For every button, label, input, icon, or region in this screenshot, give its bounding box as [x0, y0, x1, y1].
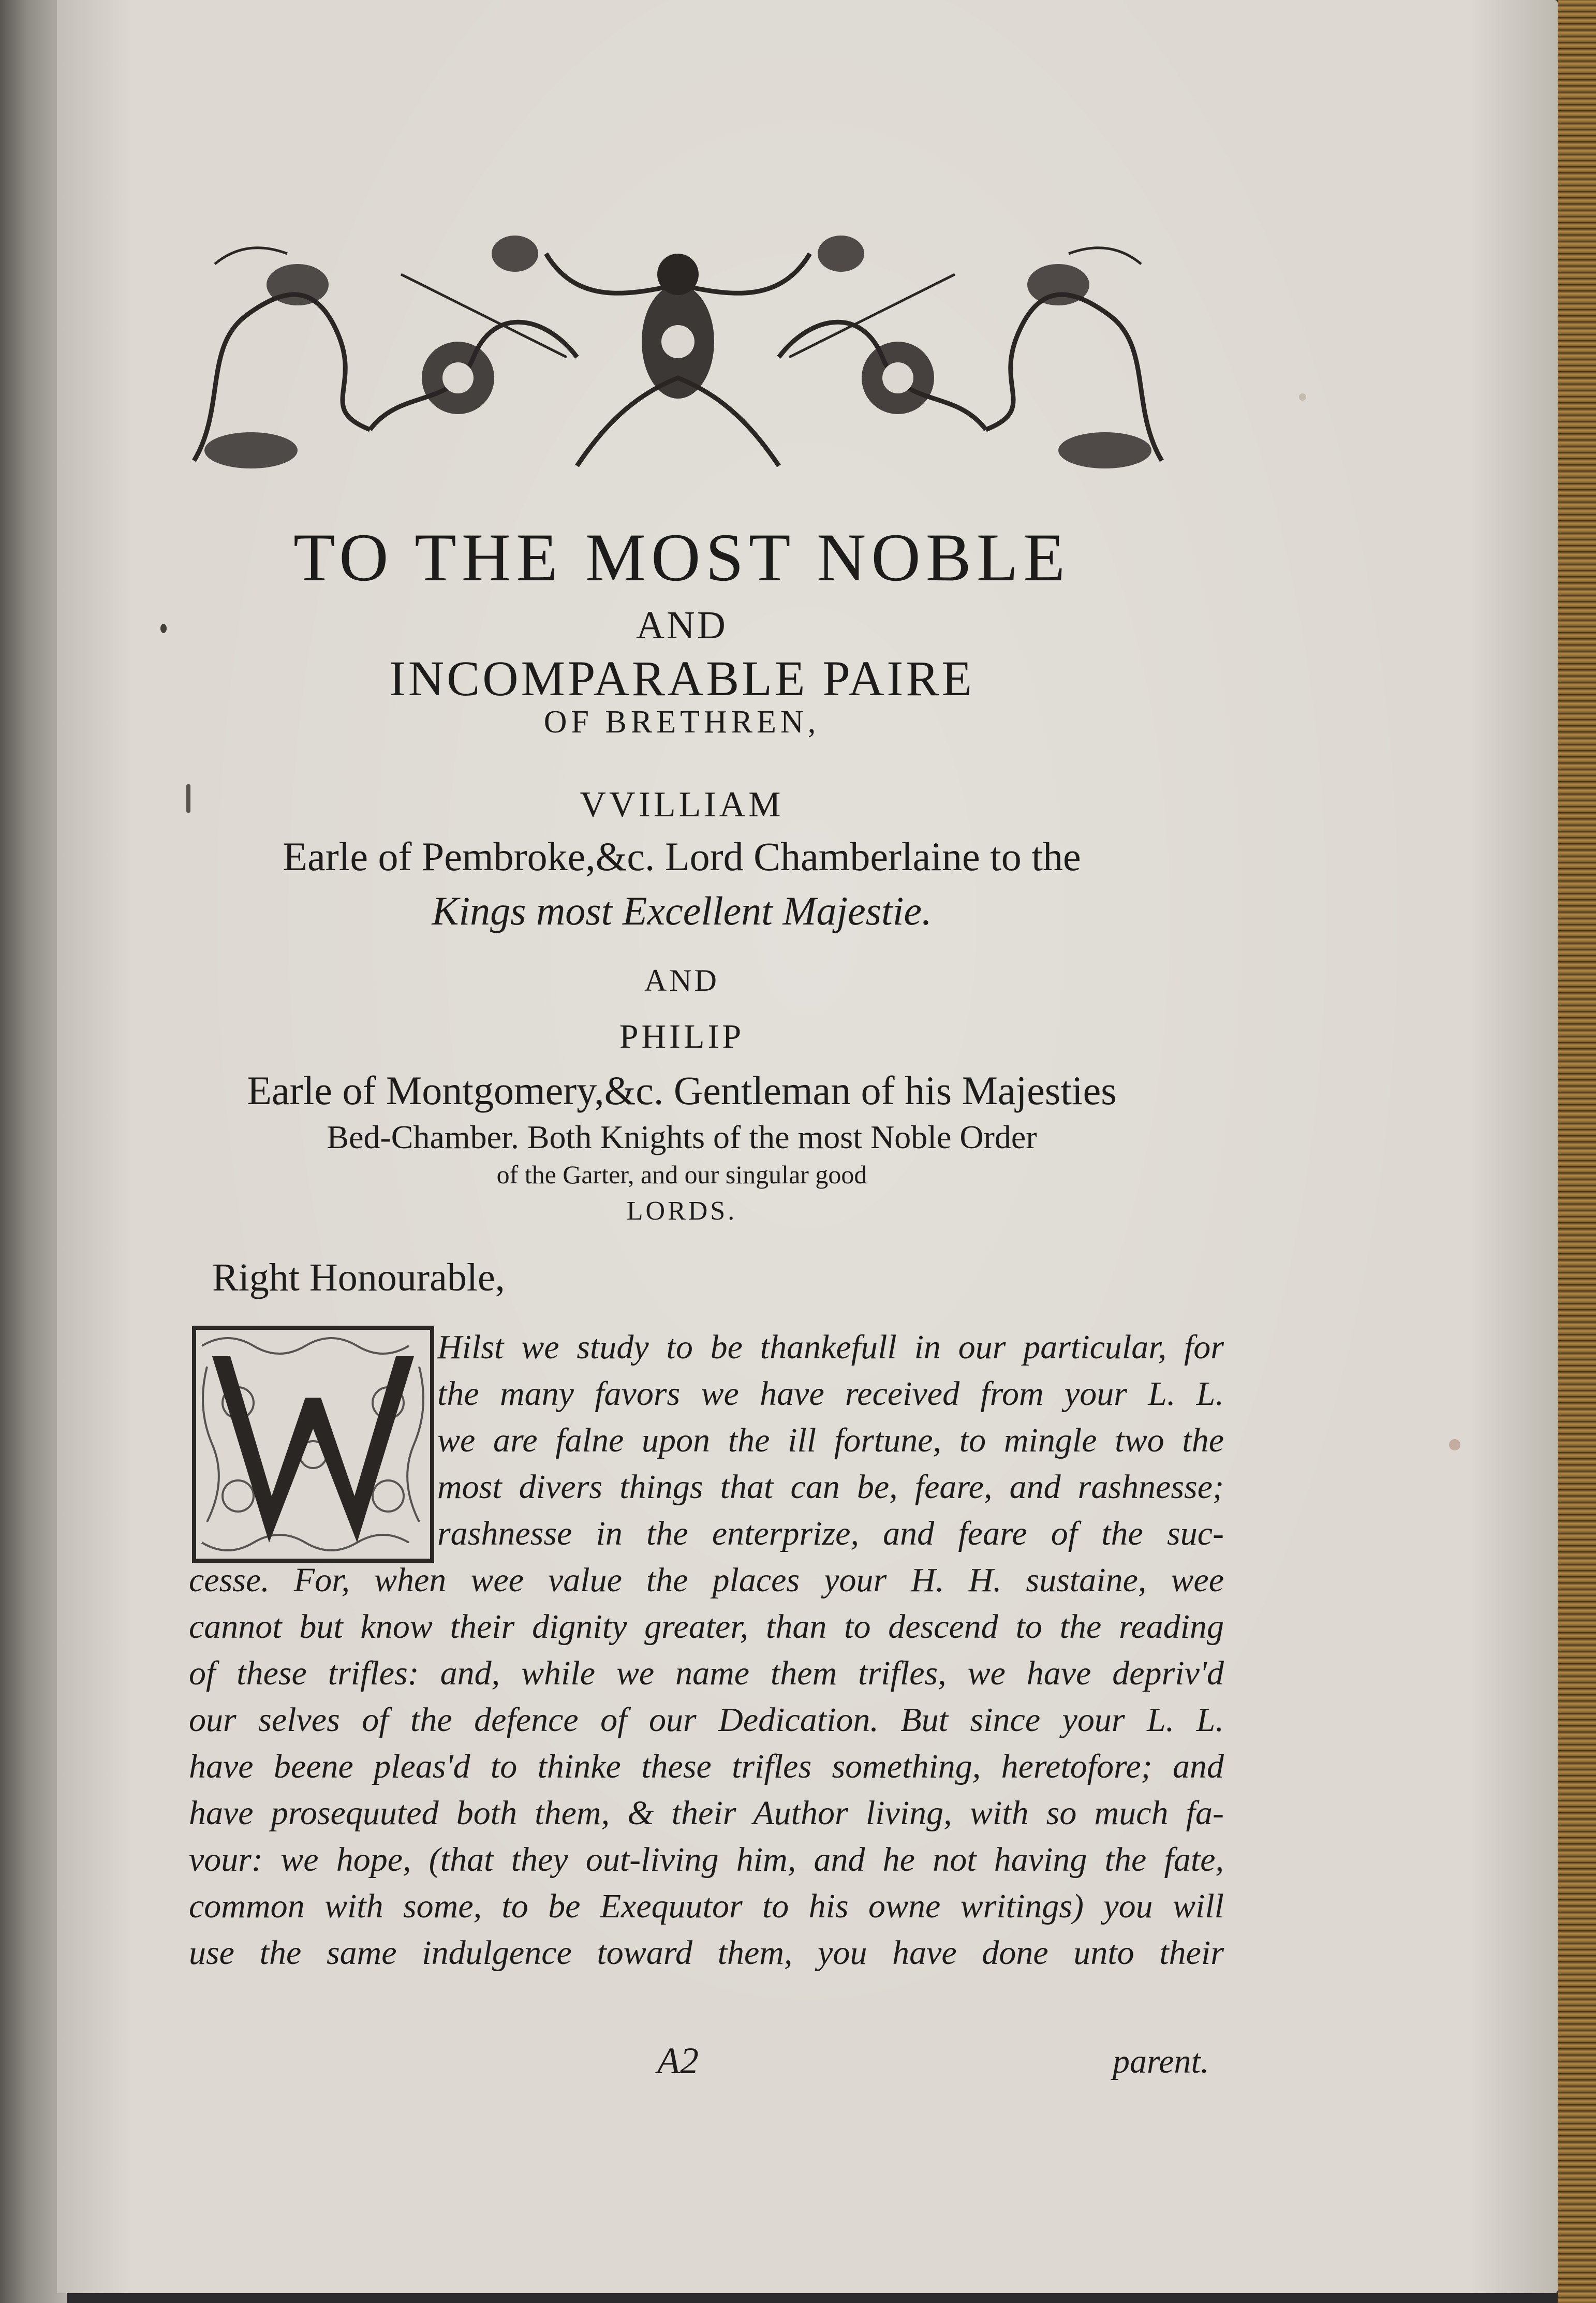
body-line-1: Hilst we study to be thankefull in our particular, for — [437, 1328, 1224, 1366]
heading-line-4: OF BRETHREN, — [543, 705, 820, 740]
heading-line-1: TO THE MOST NOBLE — [293, 519, 1071, 595]
first-dedicatee-title: Earle of Pembroke,&c. Lord Chamberlaine to the — [283, 834, 1081, 879]
second-dedicatee-title: Earle of Montgomery,&c. Gentleman of his Majesties — [247, 1068, 1117, 1113]
headpiece-ornament-icon — [184, 223, 1172, 481]
body-line-8: of these trifles: and, while we name them trifles, we have depriv'd — [189, 1654, 1224, 1692]
binding-edge — [1558, 0, 1596, 2303]
body-line-5: rashnesse in the enterprize, and feare of the suc- — [437, 1515, 1224, 1552]
body-line-2: the many favors we have received from your L. L. — [437, 1375, 1224, 1413]
body-line-9: our selves of the defence of our Dedication. But since your L. L. — [189, 1701, 1224, 1739]
second-dedicatee-name: PHILIP — [619, 1018, 745, 1055]
salutation: Right Honourable, — [212, 1256, 505, 1299]
body-line-7: cannot but know their dignity greater, than to descend to the reading — [189, 1608, 1224, 1646]
body-line-6: cesse. For, when wee value the places your H. H. sustaine, wee — [189, 1561, 1224, 1599]
body-line-12: vour: we hope, (that they out-living him, and he not having the fate, — [189, 1841, 1224, 1879]
second-dedicatee-title-2: Bed-Chamber. Both Knights of the most Noble Order — [327, 1119, 1037, 1155]
body-line-3: we are falne upon the ill fortune, to mingle two the — [437, 1421, 1224, 1459]
heading-line-3: INCOMPARABLE PAIRE — [389, 651, 975, 706]
conjunction: AND — [644, 963, 719, 998]
body-line-11: have prosequuted both them, & their Author living, with so much fa- — [189, 1794, 1224, 1832]
ornamental-headpiece — [184, 223, 1172, 481]
signature-mark: A2 — [657, 2040, 699, 2081]
first-dedicatee-title-2: Kings most Excellent Majestie. — [432, 888, 932, 933]
first-dedicatee-name: VVILLIAM — [580, 785, 784, 825]
second-dedicatee-title-4: LORDS. — [626, 1196, 737, 1226]
drop-cap-w — [191, 1325, 435, 1563]
body-line-13: common with some, to be Exequutor to his owne writings) you will — [189, 1887, 1224, 1925]
heading-line-2: AND — [636, 604, 728, 647]
drop-cap-w-icon — [191, 1325, 435, 1563]
second-dedicatee-title-3: of the Garter, and our singular good — [496, 1160, 867, 1189]
catchword: parent. — [1113, 2043, 1209, 2080]
body-line-14: use the same indulgence toward them, you have done unto their — [189, 1934, 1224, 1972]
body-line-10: have beene pleas'd to thinke these trifles something, heretofore; and — [189, 1748, 1224, 1785]
body-line-4: most divers things that can be, feare, and rashnesse; — [437, 1468, 1224, 1506]
